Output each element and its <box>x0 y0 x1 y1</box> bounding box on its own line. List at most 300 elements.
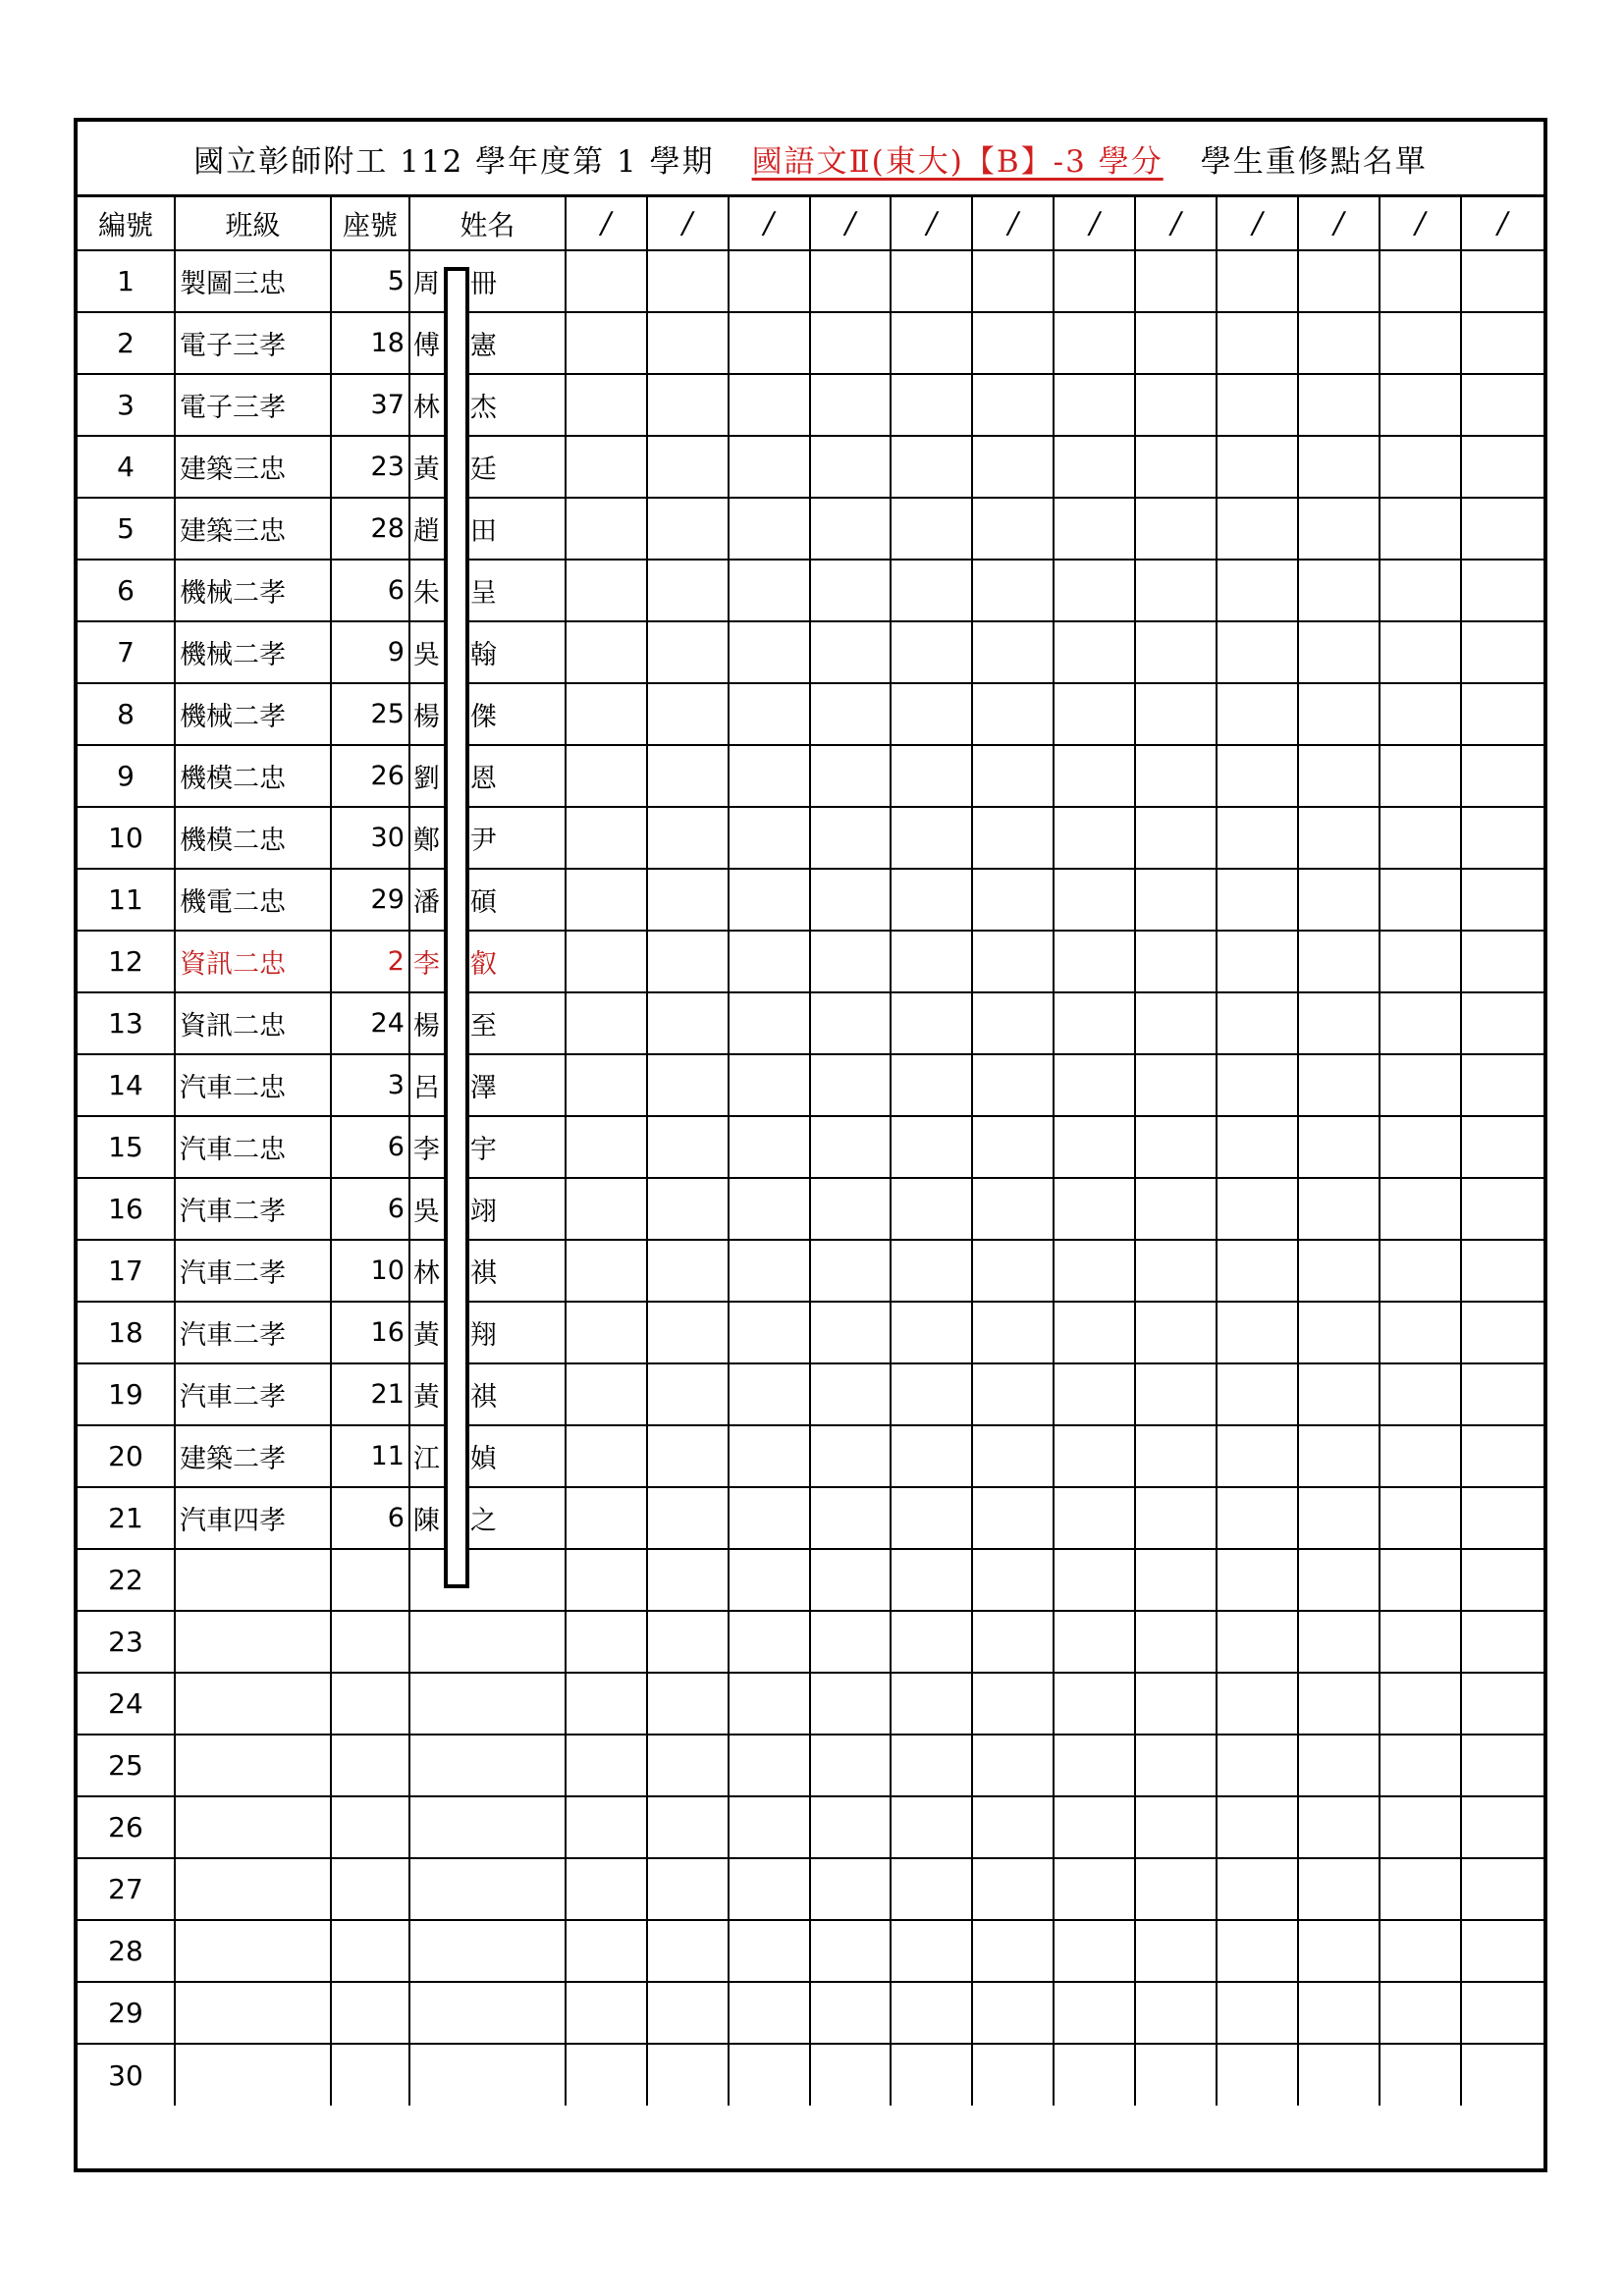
attendance-cell[interactable] <box>1217 683 1298 745</box>
attendance-cell[interactable] <box>566 498 647 560</box>
attendance-cell[interactable] <box>1298 931 1380 992</box>
attendance-cell[interactable] <box>729 683 810 745</box>
attendance-cell[interactable] <box>891 1920 972 1982</box>
attendance-cell[interactable] <box>810 992 892 1054</box>
attendance-cell[interactable] <box>1461 1549 1543 1611</box>
attendance-cell[interactable] <box>810 1982 892 2044</box>
attendance-cell[interactable] <box>1135 1549 1217 1611</box>
attendance-cell[interactable] <box>1135 1858 1217 1920</box>
attendance-cell[interactable] <box>1135 992 1217 1054</box>
attendance-cell[interactable] <box>729 1363 810 1425</box>
attendance-cell[interactable] <box>566 374 647 436</box>
attendance-cell[interactable] <box>1298 436 1380 498</box>
attendance-cell[interactable] <box>1054 250 1135 312</box>
attendance-cell[interactable] <box>1217 992 1298 1054</box>
attendance-cell[interactable] <box>1054 1549 1135 1611</box>
attendance-cell[interactable] <box>1461 869 1543 931</box>
attendance-cell[interactable] <box>1054 1363 1135 1425</box>
attendance-cell[interactable] <box>729 931 810 992</box>
attendance-cell[interactable] <box>1298 992 1380 1054</box>
attendance-cell[interactable] <box>1054 621 1135 683</box>
attendance-cell[interactable] <box>566 250 647 312</box>
attendance-cell[interactable] <box>566 1920 647 1982</box>
attendance-cell[interactable] <box>1217 1425 1298 1487</box>
attendance-cell[interactable] <box>1217 1302 1298 1363</box>
attendance-cell[interactable] <box>566 1425 647 1487</box>
attendance-cell[interactable] <box>810 312 892 374</box>
attendance-cell[interactable] <box>1298 560 1380 621</box>
attendance-cell[interactable] <box>1135 2044 1217 2106</box>
attendance-cell[interactable] <box>972 992 1054 1054</box>
attendance-cell[interactable] <box>891 1611 972 1673</box>
attendance-cell[interactable] <box>1054 807 1135 869</box>
attendance-cell[interactable] <box>1380 1611 1461 1673</box>
attendance-cell[interactable] <box>566 1116 647 1178</box>
attendance-cell[interactable] <box>1054 931 1135 992</box>
attendance-cell[interactable] <box>1298 1982 1380 2044</box>
attendance-cell[interactable] <box>647 992 729 1054</box>
attendance-cell[interactable] <box>647 1858 729 1920</box>
attendance-cell[interactable] <box>810 1549 892 1611</box>
attendance-cell[interactable] <box>810 1054 892 1116</box>
attendance-cell[interactable] <box>1217 745 1298 807</box>
attendance-cell[interactable] <box>810 621 892 683</box>
attendance-cell[interactable] <box>1461 560 1543 621</box>
attendance-cell[interactable] <box>647 683 729 745</box>
attendance-cell[interactable] <box>810 1796 892 1858</box>
attendance-cell[interactable] <box>1461 1796 1543 1858</box>
attendance-cell[interactable] <box>647 1549 729 1611</box>
attendance-cell[interactable] <box>1461 1487 1543 1549</box>
attendance-cell[interactable] <box>1217 1735 1298 1796</box>
attendance-cell[interactable] <box>729 1982 810 2044</box>
attendance-cell[interactable] <box>1298 1178 1380 1240</box>
attendance-cell[interactable] <box>729 1425 810 1487</box>
attendance-cell[interactable] <box>729 1549 810 1611</box>
attendance-cell[interactable] <box>1298 1549 1380 1611</box>
attendance-cell[interactable] <box>1298 869 1380 931</box>
attendance-cell[interactable] <box>1054 1982 1135 2044</box>
attendance-cell[interactable] <box>566 436 647 498</box>
attendance-cell[interactable] <box>1461 1116 1543 1178</box>
attendance-cell[interactable] <box>1380 745 1461 807</box>
attendance-cell[interactable] <box>1217 1240 1298 1302</box>
attendance-cell[interactable] <box>891 621 972 683</box>
attendance-cell[interactable] <box>1217 1116 1298 1178</box>
attendance-cell[interactable] <box>972 1425 1054 1487</box>
attendance-cell[interactable] <box>1461 1425 1543 1487</box>
attendance-cell[interactable] <box>810 1363 892 1425</box>
attendance-cell[interactable] <box>972 1240 1054 1302</box>
attendance-cell[interactable] <box>1135 745 1217 807</box>
attendance-cell[interactable] <box>1380 1302 1461 1363</box>
attendance-cell[interactable] <box>972 2044 1054 2106</box>
attendance-cell[interactable] <box>729 498 810 560</box>
attendance-cell[interactable] <box>972 498 1054 560</box>
attendance-cell[interactable] <box>1380 436 1461 498</box>
attendance-cell[interactable] <box>1217 1796 1298 1858</box>
attendance-cell[interactable] <box>566 1549 647 1611</box>
attendance-cell[interactable] <box>1298 312 1380 374</box>
attendance-cell[interactable] <box>891 436 972 498</box>
attendance-cell[interactable] <box>1380 1240 1461 1302</box>
attendance-cell[interactable] <box>1135 374 1217 436</box>
attendance-cell[interactable] <box>1380 1982 1461 2044</box>
attendance-cell[interactable] <box>810 1673 892 1735</box>
attendance-cell[interactable] <box>810 869 892 931</box>
attendance-cell[interactable] <box>1298 1611 1380 1673</box>
attendance-cell[interactable] <box>1054 1302 1135 1363</box>
attendance-cell[interactable] <box>1217 2044 1298 2106</box>
attendance-cell[interactable] <box>566 1982 647 2044</box>
attendance-cell[interactable] <box>1135 807 1217 869</box>
attendance-cell[interactable] <box>647 1611 729 1673</box>
attendance-cell[interactable] <box>1461 436 1543 498</box>
attendance-cell[interactable] <box>1298 1116 1380 1178</box>
attendance-cell[interactable] <box>1298 1302 1380 1363</box>
attendance-cell[interactable] <box>1135 1611 1217 1673</box>
attendance-cell[interactable] <box>1135 869 1217 931</box>
attendance-cell[interactable] <box>972 1735 1054 1796</box>
attendance-cell[interactable] <box>566 1858 647 1920</box>
attendance-cell[interactable] <box>1380 931 1461 992</box>
attendance-cell[interactable] <box>1217 250 1298 312</box>
attendance-cell[interactable] <box>1135 250 1217 312</box>
attendance-cell[interactable] <box>1380 1425 1461 1487</box>
attendance-cell[interactable] <box>1461 1302 1543 1363</box>
attendance-cell[interactable] <box>972 1982 1054 2044</box>
attendance-cell[interactable] <box>972 1363 1054 1425</box>
attendance-cell[interactable] <box>1217 1549 1298 1611</box>
attendance-cell[interactable] <box>1054 498 1135 560</box>
attendance-cell[interactable] <box>972 1178 1054 1240</box>
attendance-cell[interactable] <box>810 1858 892 1920</box>
attendance-cell[interactable] <box>566 1611 647 1673</box>
attendance-cell[interactable] <box>1135 1178 1217 1240</box>
attendance-cell[interactable] <box>647 1735 729 1796</box>
attendance-cell[interactable] <box>810 374 892 436</box>
attendance-cell[interactable] <box>1135 1796 1217 1858</box>
attendance-cell[interactable] <box>1380 1116 1461 1178</box>
attendance-cell[interactable] <box>1054 1240 1135 1302</box>
attendance-cell[interactable] <box>1298 1425 1380 1487</box>
attendance-cell[interactable] <box>891 1054 972 1116</box>
attendance-cell[interactable] <box>1217 807 1298 869</box>
attendance-cell[interactable] <box>1298 745 1380 807</box>
attendance-cell[interactable] <box>566 312 647 374</box>
attendance-cell[interactable] <box>1054 992 1135 1054</box>
attendance-cell[interactable] <box>1461 1178 1543 1240</box>
attendance-cell[interactable] <box>1380 1054 1461 1116</box>
attendance-cell[interactable] <box>1298 1487 1380 1549</box>
attendance-cell[interactable] <box>972 931 1054 992</box>
attendance-cell[interactable] <box>729 250 810 312</box>
attendance-cell[interactable] <box>810 931 892 992</box>
attendance-cell[interactable] <box>1298 374 1380 436</box>
attendance-cell[interactable] <box>972 1673 1054 1735</box>
attendance-cell[interactable] <box>1380 250 1461 312</box>
attendance-cell[interactable] <box>1135 1920 1217 1982</box>
attendance-cell[interactable] <box>1217 931 1298 992</box>
attendance-cell[interactable] <box>647 1116 729 1178</box>
attendance-cell[interactable] <box>891 1302 972 1363</box>
attendance-cell[interactable] <box>810 1611 892 1673</box>
attendance-cell[interactable] <box>1298 621 1380 683</box>
attendance-cell[interactable] <box>1135 1487 1217 1549</box>
attendance-cell[interactable] <box>891 1796 972 1858</box>
attendance-cell[interactable] <box>729 1178 810 1240</box>
attendance-cell[interactable] <box>1135 621 1217 683</box>
attendance-cell[interactable] <box>1298 683 1380 745</box>
attendance-cell[interactable] <box>647 312 729 374</box>
attendance-cell[interactable] <box>566 1735 647 1796</box>
attendance-cell[interactable] <box>891 992 972 1054</box>
attendance-cell[interactable] <box>1380 807 1461 869</box>
attendance-cell[interactable] <box>1054 1673 1135 1735</box>
attendance-cell[interactable] <box>891 869 972 931</box>
attendance-cell[interactable] <box>1054 312 1135 374</box>
attendance-cell[interactable] <box>810 1116 892 1178</box>
attendance-cell[interactable] <box>1298 1673 1380 1735</box>
attendance-cell[interactable] <box>972 621 1054 683</box>
attendance-cell[interactable] <box>891 312 972 374</box>
attendance-cell[interactable] <box>972 1116 1054 1178</box>
attendance-cell[interactable] <box>891 1487 972 1549</box>
attendance-cell[interactable] <box>647 498 729 560</box>
attendance-cell[interactable] <box>891 374 972 436</box>
attendance-cell[interactable] <box>972 807 1054 869</box>
attendance-cell[interactable] <box>810 745 892 807</box>
attendance-cell[interactable] <box>729 560 810 621</box>
attendance-cell[interactable] <box>1135 683 1217 745</box>
attendance-cell[interactable] <box>566 560 647 621</box>
attendance-cell[interactable] <box>647 1178 729 1240</box>
attendance-cell[interactable] <box>972 1549 1054 1611</box>
attendance-cell[interactable] <box>647 1425 729 1487</box>
attendance-cell[interactable] <box>1461 1611 1543 1673</box>
attendance-cell[interactable] <box>891 250 972 312</box>
attendance-cell[interactable] <box>647 374 729 436</box>
attendance-cell[interactable] <box>1380 992 1461 1054</box>
attendance-cell[interactable] <box>972 1858 1054 1920</box>
attendance-cell[interactable] <box>891 1425 972 1487</box>
attendance-cell[interactable] <box>1054 2044 1135 2106</box>
attendance-cell[interactable] <box>729 1054 810 1116</box>
attendance-cell[interactable] <box>729 2044 810 2106</box>
attendance-cell[interactable] <box>972 683 1054 745</box>
attendance-cell[interactable] <box>810 683 892 745</box>
attendance-cell[interactable] <box>1461 931 1543 992</box>
attendance-cell[interactable] <box>729 1796 810 1858</box>
attendance-cell[interactable] <box>1135 312 1217 374</box>
attendance-cell[interactable] <box>1217 1487 1298 1549</box>
attendance-cell[interactable] <box>1461 2044 1543 2106</box>
attendance-cell[interactable] <box>566 683 647 745</box>
attendance-cell[interactable] <box>1217 374 1298 436</box>
attendance-cell[interactable] <box>1461 1858 1543 1920</box>
attendance-cell[interactable] <box>1054 745 1135 807</box>
attendance-cell[interactable] <box>1135 1363 1217 1425</box>
attendance-cell[interactable] <box>1380 374 1461 436</box>
attendance-cell[interactable] <box>647 1363 729 1425</box>
attendance-cell[interactable] <box>810 250 892 312</box>
attendance-cell[interactable] <box>566 992 647 1054</box>
attendance-cell[interactable] <box>647 1240 729 1302</box>
attendance-cell[interactable] <box>1135 1116 1217 1178</box>
attendance-cell[interactable] <box>891 1673 972 1735</box>
attendance-cell[interactable] <box>810 560 892 621</box>
attendance-cell[interactable] <box>566 1796 647 1858</box>
attendance-cell[interactable] <box>1380 1735 1461 1796</box>
attendance-cell[interactable] <box>891 807 972 869</box>
attendance-cell[interactable] <box>1380 1796 1461 1858</box>
attendance-cell[interactable] <box>647 931 729 992</box>
attendance-cell[interactable] <box>1135 1240 1217 1302</box>
attendance-cell[interactable] <box>972 436 1054 498</box>
attendance-cell[interactable] <box>972 869 1054 931</box>
attendance-cell[interactable] <box>891 1178 972 1240</box>
attendance-cell[interactable] <box>1054 1054 1135 1116</box>
attendance-cell[interactable] <box>891 1116 972 1178</box>
attendance-cell[interactable] <box>1298 498 1380 560</box>
attendance-cell[interactable] <box>647 1054 729 1116</box>
attendance-cell[interactable] <box>891 1982 972 2044</box>
attendance-cell[interactable] <box>1217 1054 1298 1116</box>
attendance-cell[interactable] <box>1217 621 1298 683</box>
attendance-cell[interactable] <box>647 1920 729 1982</box>
attendance-cell[interactable] <box>1054 560 1135 621</box>
attendance-cell[interactable] <box>810 807 892 869</box>
attendance-cell[interactable] <box>1298 1735 1380 1796</box>
attendance-cell[interactable] <box>1054 374 1135 436</box>
attendance-cell[interactable] <box>1461 683 1543 745</box>
attendance-cell[interactable] <box>647 1673 729 1735</box>
attendance-cell[interactable] <box>1461 250 1543 312</box>
attendance-cell[interactable] <box>729 1611 810 1673</box>
attendance-cell[interactable] <box>647 869 729 931</box>
attendance-cell[interactable] <box>1380 560 1461 621</box>
attendance-cell[interactable] <box>891 1858 972 1920</box>
attendance-cell[interactable] <box>1461 745 1543 807</box>
attendance-cell[interactable] <box>1380 1487 1461 1549</box>
attendance-cell[interactable] <box>729 436 810 498</box>
attendance-cell[interactable] <box>1461 621 1543 683</box>
attendance-cell[interactable] <box>1135 1425 1217 1487</box>
attendance-cell[interactable] <box>1217 1673 1298 1735</box>
attendance-cell[interactable] <box>972 1796 1054 1858</box>
attendance-cell[interactable] <box>891 1549 972 1611</box>
attendance-cell[interactable] <box>810 1178 892 1240</box>
attendance-cell[interactable] <box>972 1611 1054 1673</box>
attendance-cell[interactable] <box>566 2044 647 2106</box>
attendance-cell[interactable] <box>1380 683 1461 745</box>
attendance-cell[interactable] <box>1054 683 1135 745</box>
attendance-cell[interactable] <box>729 1858 810 1920</box>
attendance-cell[interactable] <box>1217 1363 1298 1425</box>
attendance-cell[interactable] <box>1135 1054 1217 1116</box>
attendance-cell[interactable] <box>1298 2044 1380 2106</box>
attendance-cell[interactable] <box>1217 436 1298 498</box>
attendance-cell[interactable] <box>891 1735 972 1796</box>
attendance-cell[interactable] <box>566 1178 647 1240</box>
attendance-cell[interactable] <box>566 1487 647 1549</box>
attendance-cell[interactable] <box>1380 621 1461 683</box>
attendance-cell[interactable] <box>1298 1796 1380 1858</box>
attendance-cell[interactable] <box>972 1054 1054 1116</box>
attendance-cell[interactable] <box>891 931 972 992</box>
attendance-cell[interactable] <box>1298 1858 1380 1920</box>
attendance-cell[interactable] <box>1380 498 1461 560</box>
attendance-cell[interactable] <box>1135 498 1217 560</box>
attendance-cell[interactable] <box>1135 1735 1217 1796</box>
attendance-cell[interactable] <box>1135 436 1217 498</box>
attendance-cell[interactable] <box>566 1054 647 1116</box>
attendance-cell[interactable] <box>729 992 810 1054</box>
attendance-cell[interactable] <box>1298 807 1380 869</box>
attendance-cell[interactable] <box>729 745 810 807</box>
attendance-cell[interactable] <box>647 745 729 807</box>
attendance-cell[interactable] <box>972 312 1054 374</box>
attendance-cell[interactable] <box>1461 374 1543 436</box>
attendance-cell[interactable] <box>1380 1178 1461 1240</box>
attendance-cell[interactable] <box>647 436 729 498</box>
attendance-cell[interactable] <box>1217 1920 1298 1982</box>
attendance-cell[interactable] <box>1461 498 1543 560</box>
attendance-cell[interactable] <box>647 2044 729 2106</box>
attendance-cell[interactable] <box>566 807 647 869</box>
attendance-cell[interactable] <box>1054 1425 1135 1487</box>
attendance-cell[interactable] <box>891 2044 972 2106</box>
attendance-cell[interactable] <box>1217 560 1298 621</box>
attendance-cell[interactable] <box>1054 1178 1135 1240</box>
attendance-cell[interactable] <box>1054 436 1135 498</box>
attendance-cell[interactable] <box>810 436 892 498</box>
attendance-cell[interactable] <box>1298 1054 1380 1116</box>
attendance-cell[interactable] <box>1135 1673 1217 1735</box>
attendance-cell[interactable] <box>810 1425 892 1487</box>
attendance-cell[interactable] <box>1380 1363 1461 1425</box>
attendance-cell[interactable] <box>566 1673 647 1735</box>
attendance-cell[interactable] <box>1135 1302 1217 1363</box>
attendance-cell[interactable] <box>1461 992 1543 1054</box>
attendance-cell[interactable] <box>729 807 810 869</box>
attendance-cell[interactable] <box>1217 498 1298 560</box>
attendance-cell[interactable] <box>1461 1735 1543 1796</box>
attendance-cell[interactable] <box>566 869 647 931</box>
attendance-cell[interactable] <box>1217 1611 1298 1673</box>
attendance-cell[interactable] <box>1298 250 1380 312</box>
attendance-cell[interactable] <box>891 745 972 807</box>
attendance-cell[interactable] <box>566 745 647 807</box>
attendance-cell[interactable] <box>647 560 729 621</box>
attendance-cell[interactable] <box>1461 1982 1543 2044</box>
attendance-cell[interactable] <box>1298 1920 1380 1982</box>
attendance-cell[interactable] <box>1298 1363 1380 1425</box>
attendance-cell[interactable] <box>1054 1858 1135 1920</box>
attendance-cell[interactable] <box>1054 1796 1135 1858</box>
attendance-cell[interactable] <box>972 1487 1054 1549</box>
attendance-cell[interactable] <box>1380 869 1461 931</box>
attendance-cell[interactable] <box>1461 1240 1543 1302</box>
attendance-cell[interactable] <box>1380 1920 1461 1982</box>
attendance-cell[interactable] <box>972 1302 1054 1363</box>
attendance-cell[interactable] <box>810 498 892 560</box>
attendance-cell[interactable] <box>891 683 972 745</box>
attendance-cell[interactable] <box>566 621 647 683</box>
attendance-cell[interactable] <box>891 560 972 621</box>
attendance-cell[interactable] <box>891 1363 972 1425</box>
attendance-cell[interactable] <box>729 869 810 931</box>
